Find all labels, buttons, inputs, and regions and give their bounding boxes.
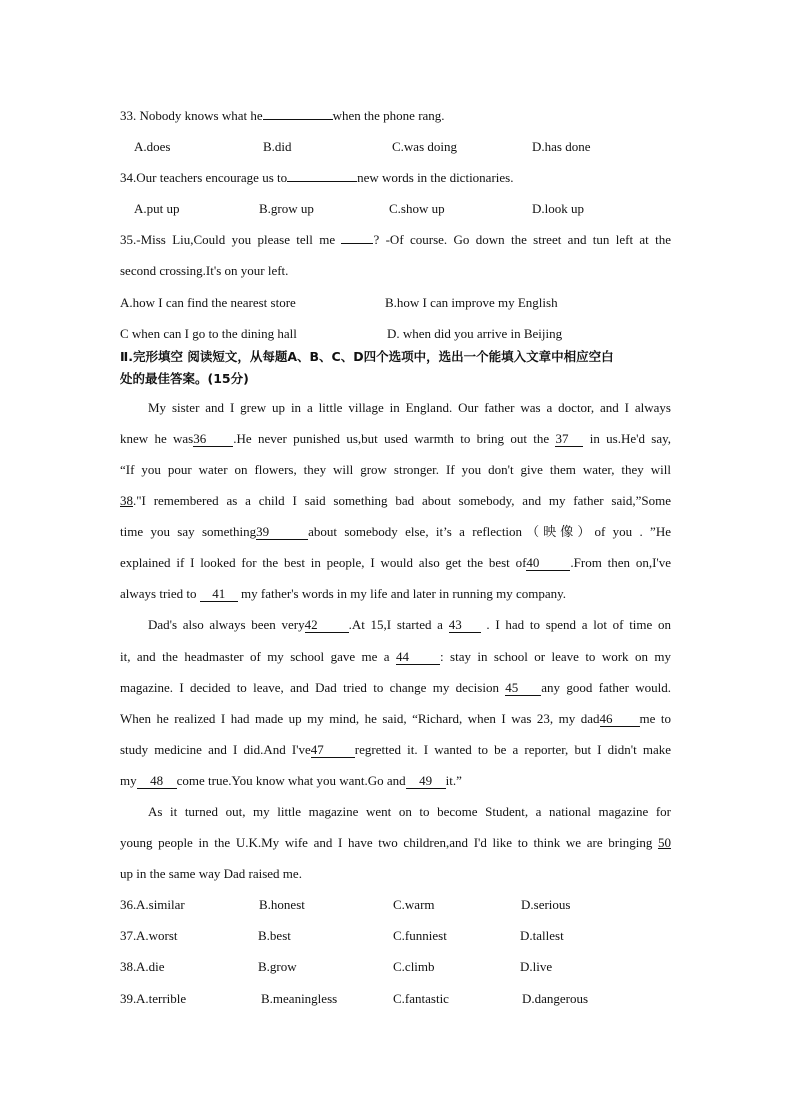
q33-option-d: D.has done [532,139,591,155]
answer-36-num: 36. [120,897,137,913]
blank-45: 45 [505,680,541,696]
blank-39: 39 [256,524,308,540]
text-run: study medicine and I did.And I've [120,741,311,757]
passage-p2-line2 [120,641,671,672]
passage-p3-line1: As it turned out, my little magazine went on to become Student, a national magazine for [148,803,671,819]
answer-37-d: D.tallest [520,928,564,944]
question-35-line2: second crossing.It's on your left. [120,263,289,279]
text-run: .From then on,I've [570,555,672,571]
text-run: time you say something [120,524,257,540]
blank-44: 44 [396,649,440,665]
q33-options [120,131,671,162]
answer-38-b: B.grow [258,959,297,975]
q33-blank [263,104,333,120]
q33-option-c: C.was doing [392,139,457,155]
q33-after: when the phone rang. [332,108,445,123]
answer-39-a: A.terrible [136,990,187,1006]
blank-41: 41 [200,586,238,602]
blank-49: 49 [406,773,446,789]
text-run: in us.He'd say, [589,430,671,446]
passage-p3-line2 [120,827,671,858]
text-run: regretted it. I wanted to be a reporter, but I didn't make [354,741,672,757]
q34-option-b: B.grow up [259,201,314,217]
passage-p1-line1: My sister and I grew up in a little village in England. Our father was a doctor, and I always [148,399,671,415]
text-run: young people in the U.K.My wife and I have two children,and I'd like to think we are bringing [120,835,653,851]
exam-content [120,100,671,1014]
q35-option-a: A.how I can find the nearest store [120,294,296,310]
q35-option-c: C when can I go to the dining hall [120,325,297,341]
blank-46: 46 [600,711,640,727]
text-run: When he realized I had made up my mind, he said, “Richard, when I was 23, my dad [120,710,600,726]
q35-option-d: D. when did you arrive in Beijing [387,325,563,341]
text-run: me to [639,710,671,726]
answer-39-num: 39. [120,990,137,1006]
text-run: knew he was [120,430,194,446]
q34-before: 34.Our teachers encourage us to [120,170,288,186]
section-heading-line2: 处的最佳答案。(15分) [120,370,249,386]
blank-42: 42 [305,617,349,633]
text-run: it.” [445,772,462,788]
q34-blank [287,166,357,182]
answer-38-d: D.live [520,959,553,975]
q35-options-row2 [120,318,671,349]
text-run: come true.You know what you want.Go and [176,772,406,788]
text-run: magazine. I decided to leave, and Dad tried to change my decision [120,679,499,695]
text-run: any good father would. [541,679,671,695]
q35-options-row1 [120,287,671,318]
q33-before: 33. Nobody knows what he [120,108,263,123]
question-34 [120,162,671,193]
text-run: it, and the headmaster of my school gave me a [120,648,390,664]
passage-p2-line5 [120,734,671,765]
q34-option-c: C.show up [389,201,445,217]
answer-39-b: B.meaningless [261,990,338,1006]
answer-row-37 [120,920,671,951]
answer-36-c: C.warm [393,897,435,913]
text-run: : stay in school or leave to work on my [440,648,671,664]
blank-38: 38 [120,493,133,509]
answer-37-a: A.worst [136,928,178,944]
q34-option-a: A.put up [134,201,180,217]
passage-p1-line6 [120,547,671,578]
passage-p2-line3 [120,672,671,703]
q35-blank [341,228,373,244]
answer-37-num: 37. [120,928,137,944]
passage-p1-line4 [120,485,671,516]
passage-p1-line7 [120,578,671,609]
text-run: .At 15,I started a [348,617,443,633]
answer-37-b: B.best [258,928,291,944]
text-run: .He never punished us,but used warmth to bring out the [233,430,550,446]
text-run: . I had to spend a lot of time on [486,617,672,633]
blank-43: 43 [449,617,481,633]
q35-option-b: B.how I can improve my English [385,294,558,310]
blank-36: 36 [193,431,233,447]
q33-option-b: B.did [263,139,292,155]
answer-38-c: C.climb [393,959,435,975]
q35-after: ? -Of course. Go down the street and tun left at the [373,232,672,248]
passage-p3-line3: up in the same way Dad raised me. [120,866,302,882]
text-run: Dad's also always been very [148,617,305,633]
blank-48: 48 [137,773,177,789]
text-run: my father's words in my life and later in running my company. [241,586,567,602]
passage-p2-line4 [120,703,671,734]
answer-39-c: C.fantastic [393,990,449,1006]
passage-p1-line3: “If you pour water on flowers, they will grow stronger. If you don't give them water, they will [120,461,671,477]
section-heading-line1: Ⅱ.完形填空 阅读短文，从每题A、B、C、D四个选项中，选出一个能填入文章中相应空白 [120,348,614,364]
answer-39-d: D.dangerous [522,990,589,1006]
q35-before: 35.-Miss Liu,Could you please tell me [120,232,336,248]
blank-40: 40 [526,555,570,571]
answer-36-b: B.honest [259,897,305,913]
passage-p2-line1 [120,609,671,640]
answer-36-d: D.serious [521,897,571,913]
answer-37-c: C.funniest [393,928,447,944]
text-run: ."I remembered as a child I said something bad about somebody, and my father said,”Some [133,493,671,509]
text-run: explained if I looked for the best in people, I would also get the best of [120,555,527,571]
passage-p1-line5 [120,516,671,547]
passage-p1-line2 [120,423,671,454]
blank-37: 37 [555,431,583,447]
answer-36-a: A.similar [136,897,185,913]
blank-50: 50 [658,835,671,851]
q34-options [120,193,671,224]
question-33 [120,100,671,131]
text-run: about somebody else, it’s a reflection（映像）of you . ”He [308,524,671,540]
answer-38-num: 38. [120,959,137,975]
answer-row-36 [120,889,671,920]
question-35-line1 [120,224,671,255]
passage-p2-line6 [120,765,671,796]
blank-47: 47 [311,742,355,758]
q34-after: new words in the dictionaries. [357,170,514,186]
answer-38-a: A.die [136,959,165,975]
text-run: my [120,772,137,788]
answer-row-39 [120,983,671,1014]
q34-option-d: D.look up [532,201,584,217]
answer-row-38 [120,951,671,982]
q33-option-a: A.does [134,139,171,155]
text-run: always tried to [120,586,197,602]
